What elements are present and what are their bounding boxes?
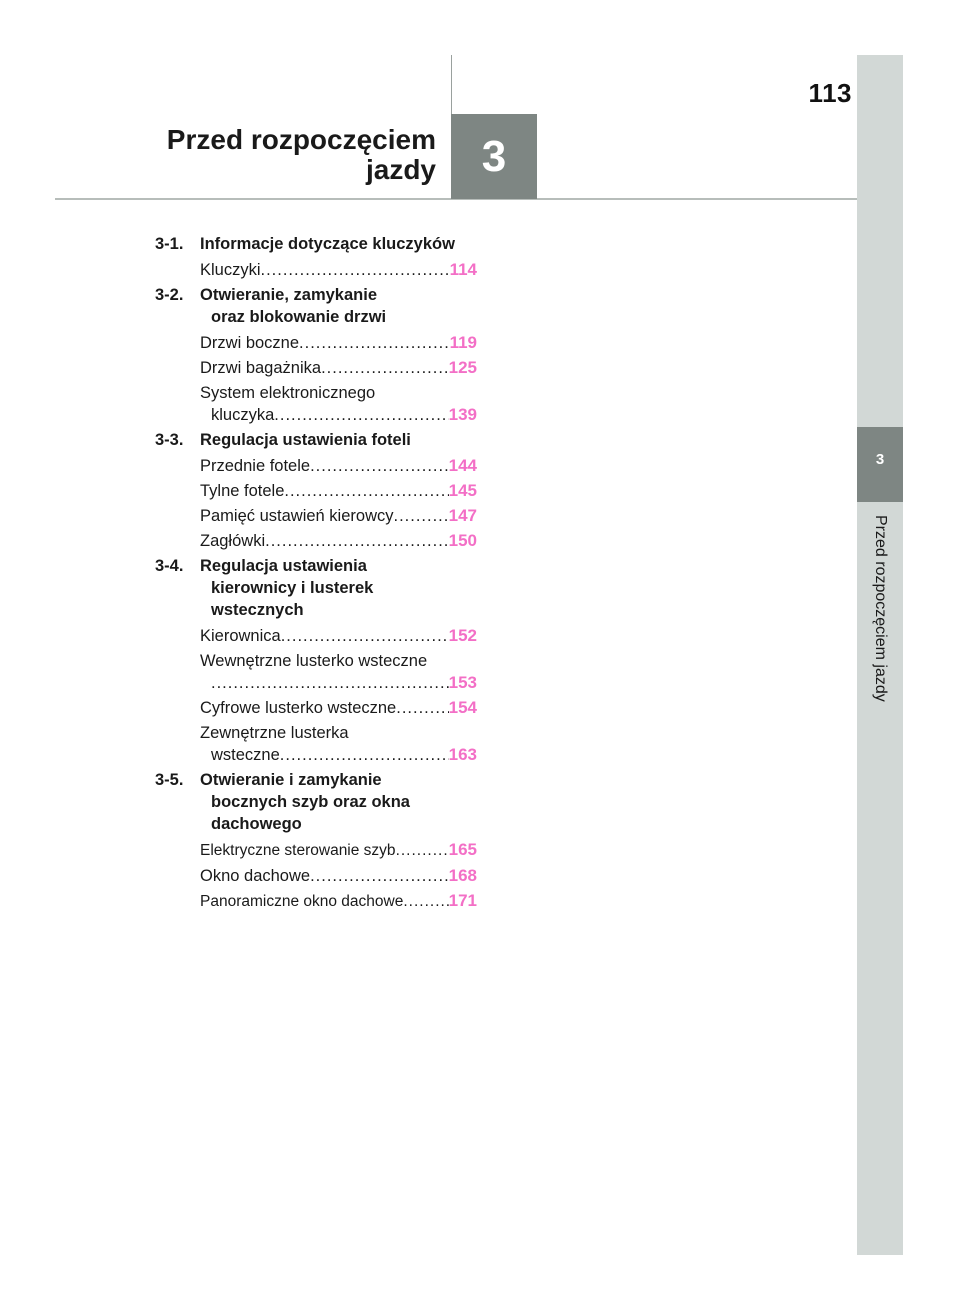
toc-entry-line xyxy=(200,839,477,862)
toc-entry-line xyxy=(200,865,477,887)
toc-entry-label: wsteczne xyxy=(211,746,280,764)
toc-entry-label: kluczyka xyxy=(211,406,275,424)
toc-section-title-line: Informacje dotyczące kluczyków xyxy=(200,235,455,253)
chapter-title xyxy=(167,125,436,185)
toc-entry-leader-dots xyxy=(211,672,449,694)
side-tab-number: 3 xyxy=(875,451,885,468)
toc-entry[interactable] xyxy=(155,480,477,502)
toc-section-number: 3-5. xyxy=(155,771,184,789)
toc-entry[interactable] xyxy=(155,839,477,862)
toc-entry-page-link[interactable]: 154 xyxy=(448,698,477,717)
toc-entry[interactable] xyxy=(155,259,477,281)
toc-entry-leader-dots xyxy=(321,357,449,379)
toc-entry-label: Wewnętrzne lusterko wsteczne xyxy=(200,652,428,670)
toc-entry-leader-dots xyxy=(261,259,450,281)
toc-entry-label: Pamięć ustawień kierowcy xyxy=(200,507,394,525)
toc-section-title-line: kierownicy i lusterek xyxy=(211,579,374,597)
toc-section-number: 3-3. xyxy=(155,431,184,449)
toc-entry-page-link[interactable]: 171 xyxy=(448,891,477,910)
table-of-contents xyxy=(155,233,477,916)
toc-entry-line xyxy=(200,722,477,744)
toc-section-title xyxy=(200,284,477,328)
toc-entry-label: Zagłówki xyxy=(200,532,266,550)
toc-entry[interactable] xyxy=(155,332,477,354)
toc-entry-line xyxy=(200,530,477,552)
toc-entry-leader-dots xyxy=(310,865,449,887)
toc-entry-line xyxy=(200,382,477,404)
toc-entry-leader-dots xyxy=(310,455,449,477)
toc-section-title-line: Otwieranie i zamykanie xyxy=(200,771,382,789)
toc-entry-label: Kierownica xyxy=(200,627,281,645)
toc-entry[interactable] xyxy=(155,890,477,913)
toc-section-title xyxy=(200,769,477,835)
toc-entry-line xyxy=(200,357,477,379)
toc-section-heading[interactable] xyxy=(155,233,477,255)
toc-entry-label: Kluczyki xyxy=(200,261,261,279)
toc-section-title-line: Regulacja ustawienia foteli xyxy=(200,431,411,449)
toc-entry-page-link[interactable]: 152 xyxy=(448,626,477,645)
toc-entry-line xyxy=(200,505,477,527)
toc-entry-label: Panoramiczne okno dachowe xyxy=(200,893,404,910)
toc-section-title-line: dachowego xyxy=(211,815,302,833)
toc-entry-label: Cyfrowe lusterko wsteczne xyxy=(200,699,397,717)
toc-entry-page-link[interactable]: 125 xyxy=(448,358,477,377)
toc-entry-leader-dots xyxy=(274,404,448,426)
toc-entry-line xyxy=(200,625,477,647)
toc-entry-label: Okno dachowe xyxy=(200,867,311,885)
toc-entry[interactable] xyxy=(155,650,477,694)
toc-entry-leader-dots xyxy=(299,332,450,354)
toc-entry-page-link[interactable]: 139 xyxy=(448,405,477,424)
page-number: 113 xyxy=(808,78,852,108)
toc-entry-page-link[interactable]: 153 xyxy=(448,673,477,692)
toc-entry-page-link[interactable]: 168 xyxy=(448,866,477,885)
toc-section-number: 3-4. xyxy=(155,557,184,575)
toc-section-title-line: Regulacja ustawienia xyxy=(200,557,367,575)
toc-entry-line xyxy=(200,332,477,354)
toc-entry-page-link[interactable]: 165 xyxy=(448,840,477,859)
toc-entry-line xyxy=(200,650,477,672)
toc-entry[interactable] xyxy=(155,530,477,552)
toc-section-heading[interactable] xyxy=(155,555,477,621)
toc-entry-line xyxy=(200,697,477,719)
toc-section-title-line: wstecznych xyxy=(211,601,304,619)
toc-section-heading[interactable] xyxy=(155,429,477,451)
toc-section-title-line: bocznych szyb oraz okna xyxy=(211,793,410,811)
toc-entry-line xyxy=(200,455,477,477)
toc-entry-leader-dots xyxy=(403,891,448,913)
toc-entry-label: Tylne fotele xyxy=(200,482,285,500)
toc-entry-page-link[interactable]: 150 xyxy=(448,531,477,550)
toc-entry[interactable] xyxy=(155,357,477,379)
toc-entry-leader-dots xyxy=(281,625,449,647)
toc-entry-line xyxy=(200,259,477,281)
toc-entry[interactable] xyxy=(155,865,477,887)
toc-section-heading[interactable] xyxy=(155,769,477,835)
toc-entry-leader-dots xyxy=(265,530,449,552)
toc-entry-leader-dots xyxy=(396,840,449,862)
toc-entry-label: Drzwi bagażnika xyxy=(200,359,322,377)
toc-entry-page-link[interactable]: 145 xyxy=(448,481,477,500)
toc-entry-leader-dots xyxy=(394,505,449,527)
toc-section-number: 3-1. xyxy=(155,235,184,253)
toc-entry[interactable] xyxy=(155,722,477,766)
toc-entry-page-link[interactable]: 147 xyxy=(448,506,477,525)
toc-section-number: 3-2. xyxy=(155,286,184,304)
toc-entry-label: Przednie fotele xyxy=(200,457,311,475)
toc-section-title xyxy=(200,429,477,451)
toc-entry-line xyxy=(200,672,477,694)
toc-entry-page-link[interactable]: 119 xyxy=(449,333,477,352)
toc-entry-label: Zewnętrzne lusterka xyxy=(200,724,349,742)
toc-entry[interactable] xyxy=(155,505,477,527)
toc-section-title-line: Otwieranie, zamykanie xyxy=(200,286,377,304)
chapter-number-box: 3 xyxy=(451,114,537,199)
toc-entry[interactable] xyxy=(155,625,477,647)
toc-entry[interactable] xyxy=(155,697,477,719)
toc-entry-leader-dots xyxy=(284,480,448,502)
toc-entry-label: Drzwi boczne xyxy=(200,334,300,352)
toc-section-heading[interactable] xyxy=(155,284,477,328)
toc-entry[interactable] xyxy=(155,382,477,426)
toc-entry-line xyxy=(200,404,477,426)
toc-entry-label: System elektronicznego xyxy=(200,384,376,402)
chapter-title-line-1: Przed rozpoczęciem xyxy=(166,124,436,155)
toc-section-title xyxy=(200,555,477,621)
toc-entry[interactable] xyxy=(155,455,477,477)
toc-entry-line xyxy=(200,480,477,502)
chapter-title-line-2: jazdy xyxy=(365,154,436,185)
toc-entry-line xyxy=(200,890,477,913)
toc-entry-leader-dots xyxy=(396,697,448,719)
toc-entry-page-link[interactable]: 114 xyxy=(449,260,477,279)
toc-entry-line xyxy=(200,744,477,766)
toc-entry-leader-dots xyxy=(280,744,449,766)
toc-entry-page-link[interactable]: 144 xyxy=(448,456,477,475)
side-tab-label: Przed rozpoczęciem jazdy xyxy=(872,515,889,702)
toc-section-title xyxy=(200,233,477,255)
toc-entry-label: Elektryczne sterowanie szyb xyxy=(200,842,396,859)
toc-entry-page-link[interactable]: 163 xyxy=(448,745,477,764)
toc-section-title-line: oraz blokowanie drzwi xyxy=(211,308,387,326)
